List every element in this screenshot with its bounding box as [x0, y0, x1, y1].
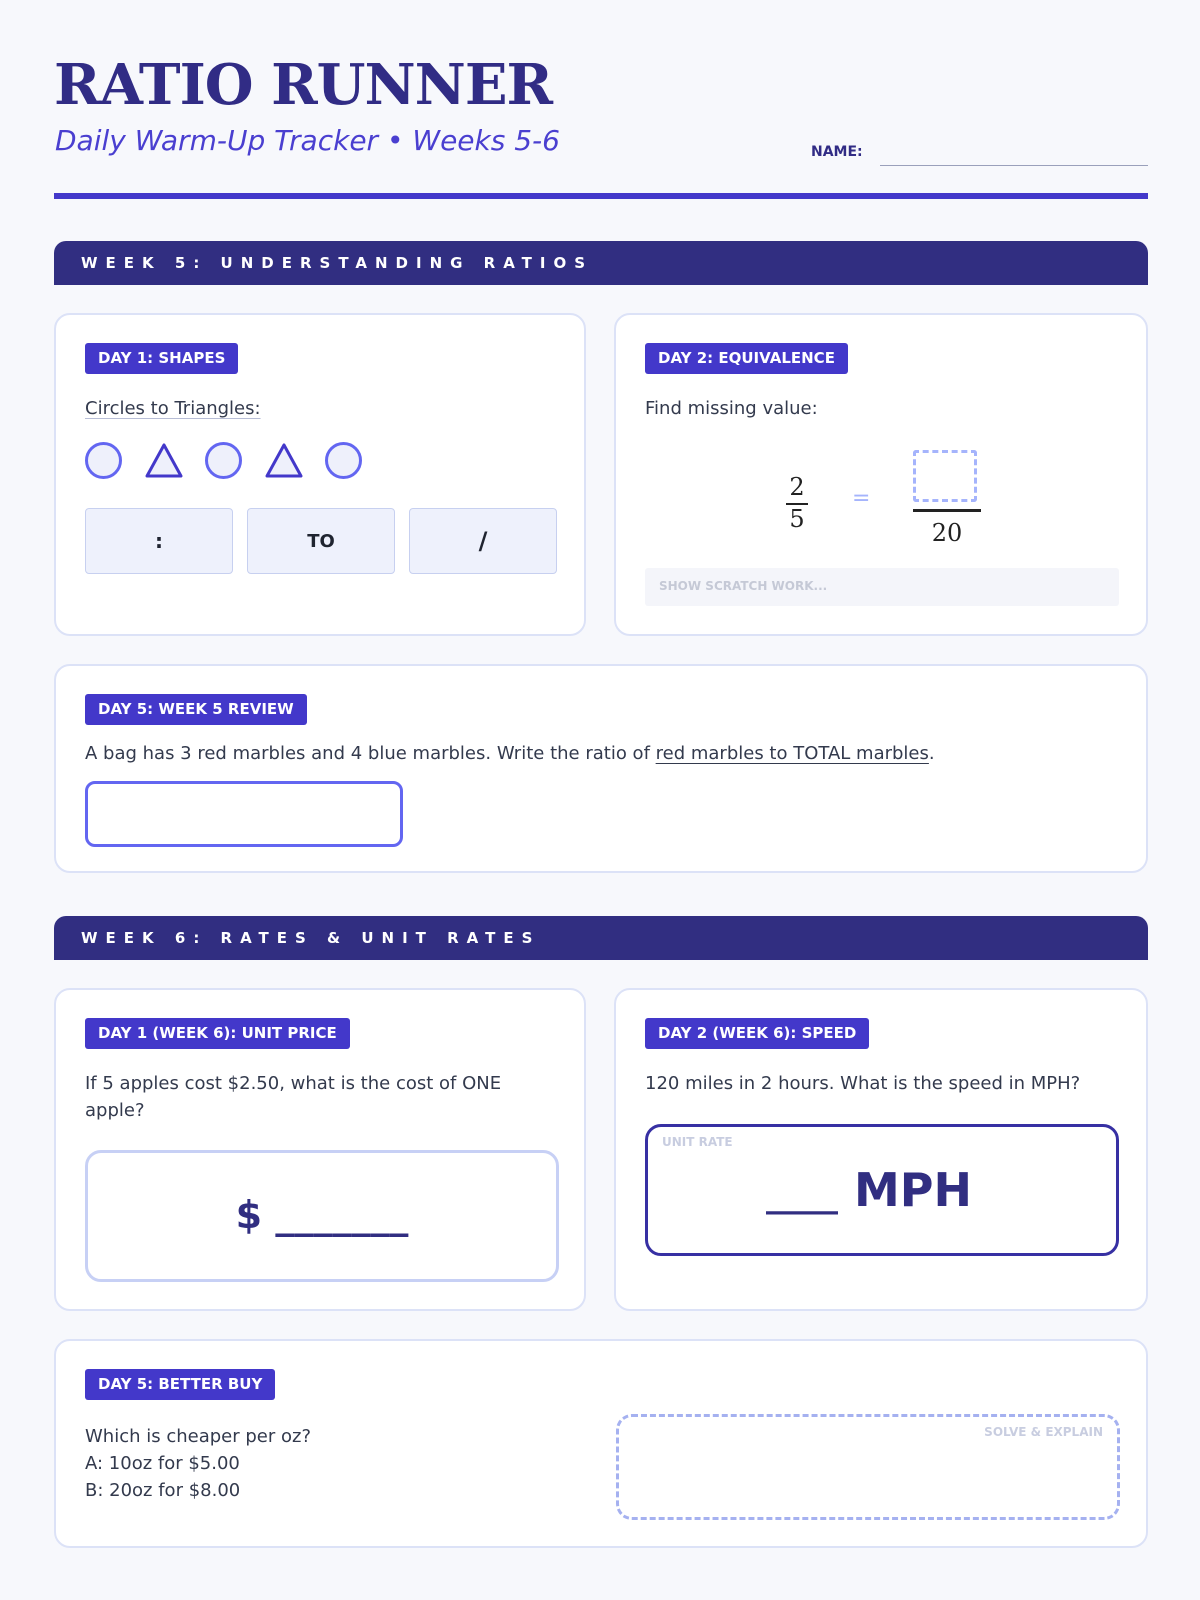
format-label: TO	[307, 530, 335, 552]
week5-banner: WEEK 5: UNDERSTANDING RATIOS	[54, 241, 1148, 285]
day-badge: DAY 5: WEEK 5 REVIEW	[85, 694, 307, 725]
day-prompt: 120 miles in 2 hours. What is the speed in MPH?	[645, 1073, 1081, 1094]
day-prompt: If 5 apples cost $2.50, what is the cost of ONE apple?	[85, 1073, 502, 1121]
name-field[interactable]	[880, 165, 1148, 166]
week6-day1-card	[54, 988, 586, 1311]
circle-icon	[85, 442, 122, 479]
day-prompt	[85, 1423, 311, 1504]
format-label: /	[478, 527, 488, 555]
day-prompt: Circles to Triangles:	[85, 398, 261, 419]
day-badge: DAY 2: EQUIVALENCE	[645, 343, 848, 374]
format-label: :	[155, 529, 163, 553]
page-subtitle: Daily Warm-Up Tracker • Weeks 5-6	[55, 124, 560, 157]
week5-day2-card	[614, 313, 1148, 636]
day-badge: DAY 1 (WEEK 6): UNIT PRICE	[85, 1018, 350, 1049]
price-answer-template: $ _______	[235, 1193, 409, 1237]
prompt-line: Which is cheaper per oz?	[85, 1426, 312, 1447]
colon-format-box[interactable]	[85, 508, 233, 574]
fraction-bar	[913, 509, 981, 512]
to-format-box[interactable]	[247, 508, 395, 574]
week6-banner: WEEK 6: RATES & UNIT RATES	[54, 916, 1148, 960]
speed-answer-template	[766, 1163, 972, 1217]
box-label: UNIT RATE	[662, 1135, 733, 1149]
fraction-denominator: 5	[789, 505, 805, 533]
slash-format-box[interactable]	[409, 508, 557, 574]
speed-answer-field[interactable]	[645, 1124, 1119, 1256]
target-denominator: 20	[931, 519, 963, 547]
prompt-line: B: 20oz for $8.00	[85, 1480, 241, 1501]
answer-blank: ____	[766, 1174, 838, 1215]
day-prompt: Find missing value:	[645, 398, 818, 419]
header-divider	[54, 193, 1148, 199]
box-label: SOLVE & EXPLAIN	[984, 1425, 1103, 1439]
unit-price-answer-field[interactable]	[85, 1150, 559, 1282]
equals-sign: =	[852, 486, 871, 511]
day-badge: DAY 5: BETTER BUY	[85, 1369, 275, 1400]
prompt-line: A: 10oz for $5.00	[85, 1453, 240, 1474]
missing-value-box[interactable]	[913, 450, 977, 502]
name-label: NAME:	[811, 144, 863, 160]
page-title: RATIO RUNNER	[54, 52, 553, 118]
day-prompt	[85, 740, 935, 767]
week6-day2-card	[614, 988, 1148, 1311]
week5-day1-card	[54, 313, 586, 636]
day-badge: DAY 1: SHAPES	[85, 343, 238, 374]
prompt-text: .	[928, 743, 935, 764]
circle-icon	[205, 442, 242, 479]
week6-day5-card	[54, 1339, 1148, 1548]
prompt-text: A bag has 3 red marbles and 4 blue marbles. Write the ratio of	[85, 743, 656, 764]
unit-label: MPH	[854, 1163, 973, 1217]
scratch-work-field[interactable]: SHOW SCRATCH WORK...	[645, 568, 1119, 606]
triangle-icon	[264, 441, 304, 479]
fraction-numerator: 2	[789, 473, 805, 501]
ratio-answer-field[interactable]	[85, 781, 403, 847]
day-badge: DAY 2 (WEEK 6): SPEED	[645, 1018, 869, 1049]
triangle-icon	[144, 441, 184, 479]
circle-icon	[325, 442, 362, 479]
solve-explain-field[interactable]	[616, 1414, 1120, 1520]
week5-day5-card	[54, 664, 1148, 873]
prompt-emphasis: red marbles to TOTAL marbles	[655, 743, 929, 764]
